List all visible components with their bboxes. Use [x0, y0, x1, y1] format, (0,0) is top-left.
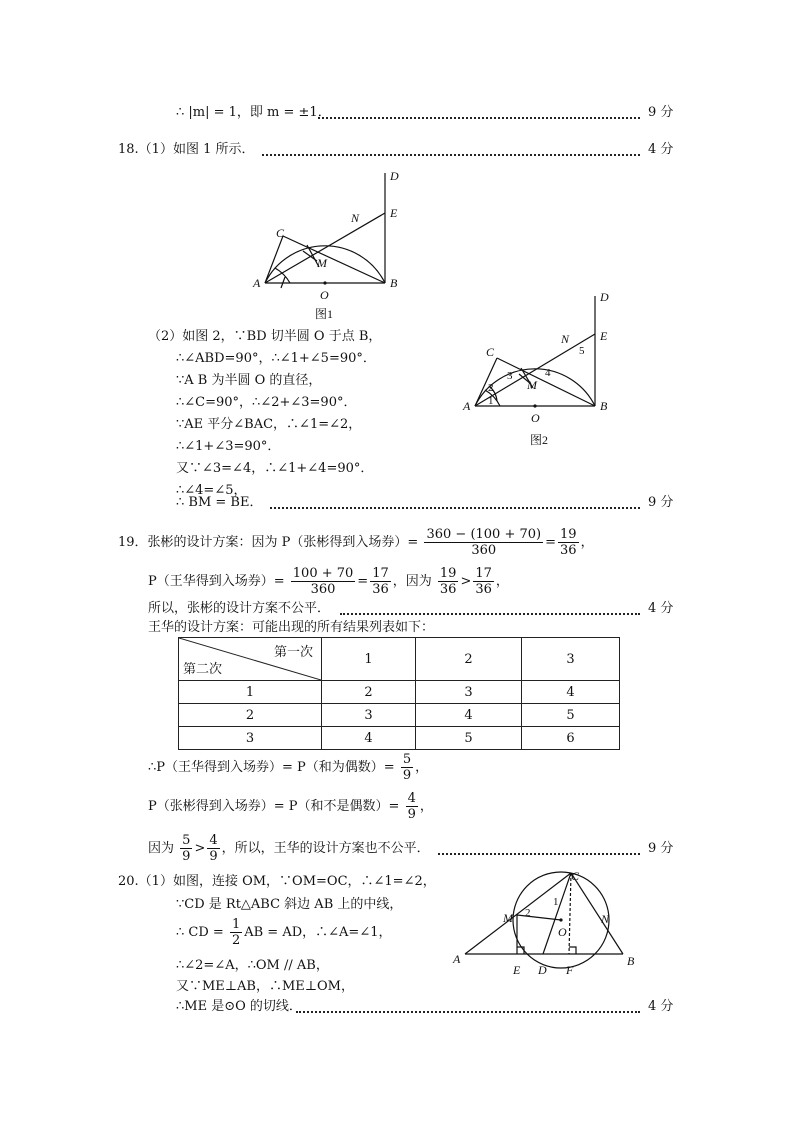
frac-den: 9: [402, 768, 412, 783]
table-row: [179, 681, 620, 704]
frac-den: 360: [471, 543, 497, 558]
col-header: 2: [416, 638, 522, 681]
q20-line2: ∵CD 是 Rt△ABC 斜边 AB 上的中线，: [176, 897, 403, 912]
label-e: E: [390, 206, 398, 220]
label-n: N: [601, 912, 610, 926]
q20-line6: ∴ME 是⊙O 的切线．: [176, 999, 302, 1014]
proof-line-9: ∴ BM = BE．: [176, 495, 263, 510]
figure-q20: [445, 865, 645, 980]
label-a: A: [463, 399, 471, 413]
table-cell: 4: [322, 727, 416, 750]
proof-line-4: ∴∠C=90°，∴∠2+∠3=90°．: [176, 395, 357, 410]
proof-line-1: （2）如图 2，∵BD 切半圆 O 于点 B，: [148, 329, 382, 344]
q19-final-score: 9 分: [648, 841, 674, 856]
fraction: [558, 527, 579, 558]
radius-om: [517, 915, 561, 920]
label-o: O: [320, 288, 329, 302]
q19-final: 因为 $\frac{5}{9}$ > $\frac{4}{9}$ ，所以，王华的设计方案也不公平．: [148, 833, 430, 864]
table-cell: 5: [522, 704, 620, 727]
angle-2-label: 2: [488, 382, 494, 394]
fraction: [424, 527, 543, 558]
q19-line1: 19．张彬的设计方案：因为 P（张彬得到入场券）= $\frac{360 - (100 + 70)}{360}$ = $\frac{19}{36}$ ，: [118, 527, 594, 558]
table-cell: 2: [322, 681, 416, 704]
figure-2: [455, 288, 635, 453]
frac-den: 2: [231, 933, 241, 948]
table-cell: 3: [322, 704, 416, 727]
frac-den: 360: [310, 582, 336, 597]
table-cell: 6: [522, 727, 620, 750]
proof-line-2: ∴∠ABD=90°，∴∠1+∠5=90°．: [176, 351, 376, 366]
q19-wang-intro: 王华的设计方案：可能出现的所有结果列表如下：: [148, 620, 435, 635]
frac-num: 4: [407, 791, 416, 806]
perp-cf: [569, 873, 571, 954]
col-header: 3: [522, 638, 620, 681]
frac-num: 4: [209, 833, 218, 848]
frac-num: 1: [231, 917, 241, 932]
final-prefix: 因为: [148, 841, 175, 856]
proof-line-7: 又∵∠3=∠4，∴∠1+∠4=90°．: [176, 461, 374, 476]
q19-p-zhang: P（张彬得到入场券）= P（和不是偶数）= $\frac{4}{9}$ ，: [148, 791, 433, 822]
fraction: [473, 566, 494, 597]
col-header: 1: [322, 638, 416, 681]
p-zhang-text: P（张彬得到入场券）= P（和不是偶数）=: [148, 799, 400, 814]
proof-line-3: ∵A B 为半圆 O 的直径，: [176, 373, 322, 388]
dotted-leader: [296, 1011, 640, 1013]
row-header: 3: [179, 727, 322, 750]
proof-line-6: ∴∠1+∠3=90°．: [176, 439, 281, 454]
row-header: 1: [179, 681, 322, 704]
frac-num: 19: [560, 527, 577, 542]
median-cd: [543, 873, 571, 954]
dotted-leader: [340, 613, 640, 615]
label-m: M: [503, 911, 513, 925]
q19-p-wang: ∴P（王华得到入场券）= P（和为偶数）= $\frac{5}{9}$ ，: [148, 752, 429, 783]
dotted-leader: [318, 117, 640, 119]
q17-score: 9 分: [648, 105, 674, 120]
q19-conclusion-score: 4 分: [648, 601, 674, 616]
label-m: M: [317, 256, 327, 270]
dotted-leader: [262, 154, 640, 156]
figure-1: [245, 165, 415, 330]
label-f: F: [566, 963, 574, 977]
frac-den: 9: [407, 807, 416, 822]
q20-line1: 20.（1）如图，连接 OM，∵OM=OC，∴∠1=∠2，: [118, 874, 436, 889]
fraction: [180, 833, 192, 864]
angle-5-label: 5: [579, 345, 585, 357]
frac-num: 17: [475, 566, 492, 581]
label-e: E: [600, 329, 608, 343]
proof-line-5: ∵AE 平分∠BAC，∴∠1=∠2，: [176, 417, 362, 432]
frac-num: 19: [439, 566, 457, 581]
fraction: [370, 566, 391, 597]
frac-num: 100 + 70: [292, 566, 354, 581]
final-suffix: ，所以，王华的设计方案也不公平．: [221, 841, 430, 856]
dotted-leader: [438, 853, 640, 855]
label-e: E: [513, 963, 521, 977]
angle-1-label: 1: [488, 395, 494, 407]
q18-part1-score: 4 分: [648, 142, 674, 157]
label-c: C: [571, 869, 580, 883]
q19-line2: P（王华得到入场券）= $\frac{100 + 70}{360}$ = $\frac{17}{36}$ ，因为 $\frac{19}{36}$ > $\frac{17}{36}$ ，: [148, 566, 509, 597]
fraction: [230, 917, 242, 948]
q19-conclusion: 所以，张彬的设计方案不公平．: [148, 601, 331, 616]
q20-line5: 又∵ME⊥AB，∴ME⊥OM，: [176, 979, 354, 994]
frac-den: 36: [372, 582, 389, 597]
q20-line4: ∴∠2=∠A，∴OM // AB，: [176, 958, 329, 973]
chord-ac: [265, 236, 283, 283]
chord-cb: [497, 358, 595, 406]
fraction: [291, 566, 356, 597]
dotted-leader: [270, 507, 640, 509]
q20-line3-prefix: ∴ CD =: [176, 925, 224, 940]
line-cb: [571, 873, 623, 954]
label-b: B: [627, 954, 635, 968]
label-b: B: [390, 276, 398, 290]
label-o: O: [531, 411, 540, 425]
label-d: D: [600, 290, 609, 304]
frac-den: 36: [439, 582, 457, 597]
angle-1-label: 1: [553, 896, 559, 908]
corner-bottom: 第二次: [183, 662, 223, 677]
angle-3-label: 3: [507, 370, 513, 382]
label-a: A: [253, 276, 261, 290]
angle-2-label: 2: [525, 907, 531, 919]
label-m: M: [527, 378, 537, 392]
label-n: N: [561, 332, 570, 346]
fraction: [438, 566, 459, 597]
frac-den: 9: [182, 849, 191, 864]
results-table: [178, 637, 620, 750]
table-cell: 5: [416, 727, 522, 750]
label-o: O: [558, 925, 567, 939]
q19-line2-text: P（王华得到入场券）=: [148, 574, 285, 589]
frac-num: 360 − (100 + 70): [426, 527, 542, 542]
label-b: B: [600, 399, 608, 413]
label-d: D: [390, 169, 399, 183]
frac-den: 9: [209, 849, 218, 864]
label-n: N: [351, 211, 360, 225]
frac-num: 5: [402, 752, 412, 767]
label-c: C: [276, 226, 285, 240]
q17-last-line: ∴ |m| = 1，即 m = ±1．: [176, 105, 331, 120]
fig2-caption: 图2: [530, 433, 549, 447]
fraction: [406, 791, 418, 822]
corner-top: 第一次: [273, 645, 313, 660]
table-cell: 4: [522, 681, 620, 704]
table-cell: 3: [416, 681, 522, 704]
frac-num: 17: [372, 566, 389, 581]
table-row: [179, 704, 620, 727]
because-text: ，因为: [392, 574, 432, 589]
table-row: [179, 727, 620, 750]
row-header: 2: [179, 704, 322, 727]
fraction: [207, 833, 219, 864]
p-wang-text: ∴P（王华得到入场券）= P（和为偶数）=: [148, 760, 395, 775]
fraction: [401, 752, 413, 783]
label-a: A: [453, 952, 461, 966]
q18-part2-score: 9 分: [648, 495, 674, 510]
proof-line-8: ∴∠4=∠5，: [176, 483, 247, 498]
table-corner: [179, 638, 322, 681]
q20-line3-suffix: AB = AD，∴∠A=∠1，: [244, 925, 392, 940]
q19-line1-text: 19．张彬的设计方案：因为 P（张彬得到入场券）=: [118, 535, 419, 550]
frac-den: 36: [560, 543, 577, 558]
q18-part1: 18.（1）如图 1 所示．: [118, 142, 255, 157]
label-d: D: [538, 963, 547, 977]
angle-4-label: 4: [545, 367, 551, 379]
line-ae: [265, 213, 385, 283]
frac-den: 36: [475, 582, 492, 597]
q20-score: 4 分: [648, 999, 674, 1014]
fig1-caption: 图1: [315, 307, 334, 321]
table-cell: 4: [416, 704, 522, 727]
q20-line3: [176, 916, 391, 950]
label-c: C: [486, 345, 495, 359]
frac-num: 5: [182, 833, 191, 848]
